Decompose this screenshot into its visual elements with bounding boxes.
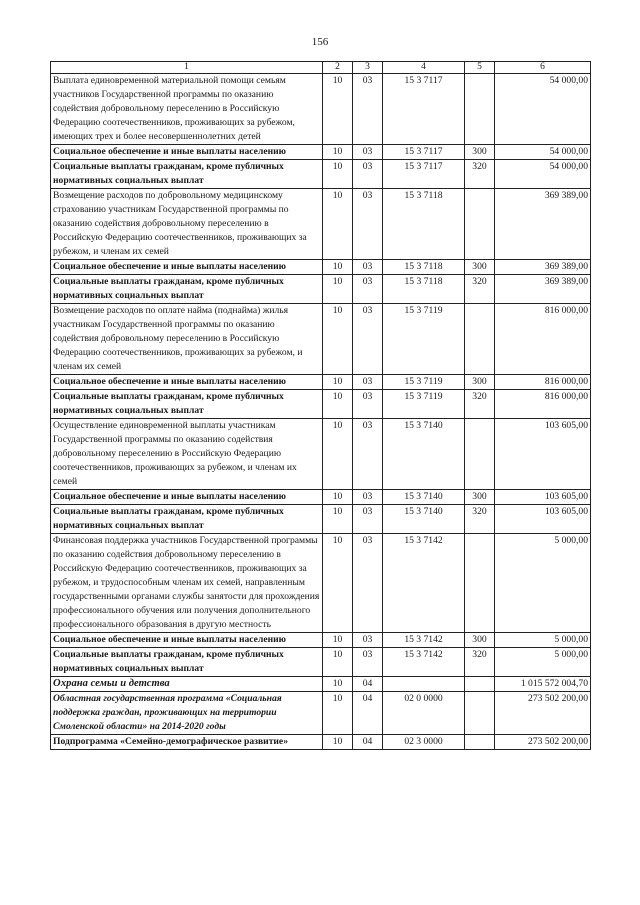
cell-csr: 02 0 0000 <box>383 692 465 735</box>
budget-table-body <box>51 62 591 750</box>
cell-pr: 03 <box>353 275 383 304</box>
cell-csr: 15 3 7142 <box>383 648 465 677</box>
cell-csr: 15 3 7119 <box>383 390 465 419</box>
table-row <box>51 189 591 260</box>
table-row <box>51 735 591 750</box>
cell-name: Возмещение расходов по добровольному медицинскому страхованию участникам Государственной программы по оказанию содействия добровольному переселению в Российскую Федерацию соотечественников, проживающих за рубежом, и членам их семей <box>51 189 323 260</box>
cell-sum: 5 000,00 <box>495 648 591 677</box>
table-row <box>51 375 591 390</box>
cell-vr: 300 <box>465 633 495 648</box>
cell-csr: 15 3 7119 <box>383 375 465 390</box>
cell-rz: 10 <box>323 275 353 304</box>
header-col-2: 2 <box>323 62 353 74</box>
cell-name: Социальные выплаты гражданам, кроме публичных нормативных социальных выплат <box>51 505 323 534</box>
cell-csr: 15 3 7118 <box>383 189 465 260</box>
cell-pr: 03 <box>353 633 383 648</box>
cell-csr: 15 3 7142 <box>383 633 465 648</box>
cell-csr: 15 3 7140 <box>383 505 465 534</box>
cell-csr: 02 3 0000 <box>383 735 465 750</box>
cell-name: Социальное обеспечение и иные выплаты населению <box>51 145 323 160</box>
cell-name: Социальное обеспечение и иные выплаты населению <box>51 375 323 390</box>
cell-rz: 10 <box>323 189 353 260</box>
cell-sum: 103 605,00 <box>495 490 591 505</box>
cell-sum: 369 389,00 <box>495 189 591 260</box>
cell-pr: 03 <box>353 260 383 275</box>
cell-name: Социальное обеспечение и иные выплаты населению <box>51 490 323 505</box>
cell-sum: 54 000,00 <box>495 160 591 189</box>
table-row <box>51 490 591 505</box>
cell-pr: 04 <box>353 692 383 735</box>
cell-vr <box>465 304 495 375</box>
cell-csr: 15 3 7140 <box>383 490 465 505</box>
header-col-3: 3 <box>353 62 383 74</box>
cell-rz: 10 <box>323 648 353 677</box>
cell-sum: 816 000,00 <box>495 304 591 375</box>
cell-sum: 369 389,00 <box>495 275 591 304</box>
cell-name: Финансовая поддержка участников Государственной программы по оказанию содействия добровольному переселению в Российскую Федерацию соотечественников, проживающих за рубежом, и трудоспособным членам их семей, направленным государственными органами службы занятости для прохождения профессионального обучения или получения дополнительного профессионального образования в другую местность <box>51 534 323 633</box>
cell-vr: 320 <box>465 505 495 534</box>
table-row <box>51 677 591 692</box>
cell-pr: 03 <box>353 189 383 260</box>
cell-sum: 369 389,00 <box>495 260 591 275</box>
cell-sum: 54 000,00 <box>495 145 591 160</box>
cell-vr <box>465 692 495 735</box>
cell-name: Социальные выплаты гражданам, кроме публичных нормативных социальных выплат <box>51 648 323 677</box>
cell-pr: 03 <box>353 74 383 145</box>
cell-csr <box>383 677 465 692</box>
table-row <box>51 692 591 735</box>
cell-name: Социальное обеспечение и иные выплаты населению <box>51 633 323 648</box>
cell-name: Возмещение расходов по оплате найма (поднайма) жилья участникам Государственной программы по оказанию содействия добровольному переселению в Российскую Федерацию соотечественников, проживающих за рубежом, и членам их семей <box>51 304 323 375</box>
cell-vr <box>465 735 495 750</box>
table-row <box>51 275 591 304</box>
table-row <box>51 534 591 633</box>
cell-rz: 10 <box>323 692 353 735</box>
cell-sum: 103 605,00 <box>495 505 591 534</box>
cell-vr: 320 <box>465 275 495 304</box>
table-row <box>51 260 591 275</box>
table-row <box>51 505 591 534</box>
cell-pr: 03 <box>353 505 383 534</box>
cell-vr <box>465 677 495 692</box>
table-row <box>51 74 591 145</box>
cell-name: Социальные выплаты гражданам, кроме публичных нормативных социальных выплат <box>51 390 323 419</box>
cell-sum: 5 000,00 <box>495 534 591 633</box>
table-header-row <box>51 62 591 74</box>
cell-csr: 15 3 7118 <box>383 260 465 275</box>
cell-pr: 03 <box>353 648 383 677</box>
cell-rz: 10 <box>323 633 353 648</box>
cell-sum: 273 502 200,00 <box>495 692 591 735</box>
cell-csr: 15 3 7117 <box>383 145 465 160</box>
table-row <box>51 633 591 648</box>
cell-rz: 10 <box>323 304 353 375</box>
header-col-4: 4 <box>383 62 465 74</box>
cell-sum: 1 015 572 004,70 <box>495 677 591 692</box>
cell-rz: 10 <box>323 74 353 145</box>
cell-name: Областная государственная программа «Социальная поддержка граждан, проживающих на территории Смоленской области» на 2014-2020 годы <box>51 692 323 735</box>
cell-vr: 320 <box>465 390 495 419</box>
cell-rz: 10 <box>323 375 353 390</box>
cell-vr: 320 <box>465 160 495 189</box>
table-row <box>51 419 591 490</box>
cell-vr: 300 <box>465 375 495 390</box>
cell-sum: 103 605,00 <box>495 419 591 490</box>
cell-name: Социальное обеспечение и иные выплаты населению <box>51 260 323 275</box>
cell-rz: 10 <box>323 419 353 490</box>
page-number: 156 <box>311 36 329 48</box>
cell-rz: 10 <box>323 735 353 750</box>
cell-csr: 15 3 7119 <box>383 304 465 375</box>
cell-csr: 15 3 7117 <box>383 160 465 189</box>
cell-name: Подпрограмма «Семейно-демографическое развитие» <box>51 735 323 750</box>
cell-rz: 10 <box>323 534 353 633</box>
cell-rz: 10 <box>323 677 353 692</box>
cell-vr <box>465 419 495 490</box>
cell-csr: 15 3 7118 <box>383 275 465 304</box>
header-col-1: 1 <box>51 62 323 74</box>
cell-pr: 04 <box>353 735 383 750</box>
cell-rz: 10 <box>323 160 353 189</box>
cell-vr: 300 <box>465 490 495 505</box>
cell-sum: 273 502 200,00 <box>495 735 591 750</box>
cell-rz: 10 <box>323 145 353 160</box>
budget-table <box>50 61 591 750</box>
cell-sum: 816 000,00 <box>495 390 591 419</box>
cell-rz: 10 <box>323 390 353 419</box>
cell-name: Осуществление единовременной выплаты участникам Государственной программы по оказанию содействия добровольному переселению в Российскую Федерацию соотечественников, проживающих за рубежом, и членам их семей <box>51 419 323 490</box>
header-col-5: 5 <box>465 62 495 74</box>
table-row <box>51 648 591 677</box>
cell-name: Выплата единовременной материальной помощи семьям участников Государственной программы по оказанию содействия добровольному переселению в Российскую Федерацию соотечественников, проживающих за рубежом, имеющих трех и более несовершеннолетних детей <box>51 74 323 145</box>
cell-pr: 03 <box>353 390 383 419</box>
cell-rz: 10 <box>323 260 353 275</box>
table-row <box>51 304 591 375</box>
table-row <box>51 160 591 189</box>
cell-name: Социальные выплаты гражданам, кроме публичных нормативных социальных выплат <box>51 160 323 189</box>
cell-vr <box>465 74 495 145</box>
cell-pr: 03 <box>353 490 383 505</box>
table-row <box>51 145 591 160</box>
cell-vr <box>465 534 495 633</box>
cell-rz: 10 <box>323 505 353 534</box>
cell-sum: 54 000,00 <box>495 74 591 145</box>
cell-pr: 03 <box>353 375 383 390</box>
cell-name: Социальные выплаты гражданам, кроме публичных нормативных социальных выплат <box>51 275 323 304</box>
table-row <box>51 390 591 419</box>
cell-pr: 03 <box>353 145 383 160</box>
cell-sum: 816 000,00 <box>495 375 591 390</box>
cell-pr: 03 <box>353 160 383 189</box>
cell-vr: 300 <box>465 145 495 160</box>
cell-vr: 320 <box>465 648 495 677</box>
cell-csr: 15 3 7117 <box>383 74 465 145</box>
cell-pr: 03 <box>353 419 383 490</box>
cell-rz: 10 <box>323 490 353 505</box>
cell-vr <box>465 189 495 260</box>
cell-csr: 15 3 7140 <box>383 419 465 490</box>
cell-csr: 15 3 7142 <box>383 534 465 633</box>
cell-pr: 03 <box>353 534 383 633</box>
cell-name: Охрана семьи и детства <box>51 677 323 692</box>
cell-sum: 5 000,00 <box>495 633 591 648</box>
cell-pr: 04 <box>353 677 383 692</box>
cell-vr: 300 <box>465 260 495 275</box>
cell-pr: 03 <box>353 304 383 375</box>
header-col-6: 6 <box>495 62 591 74</box>
